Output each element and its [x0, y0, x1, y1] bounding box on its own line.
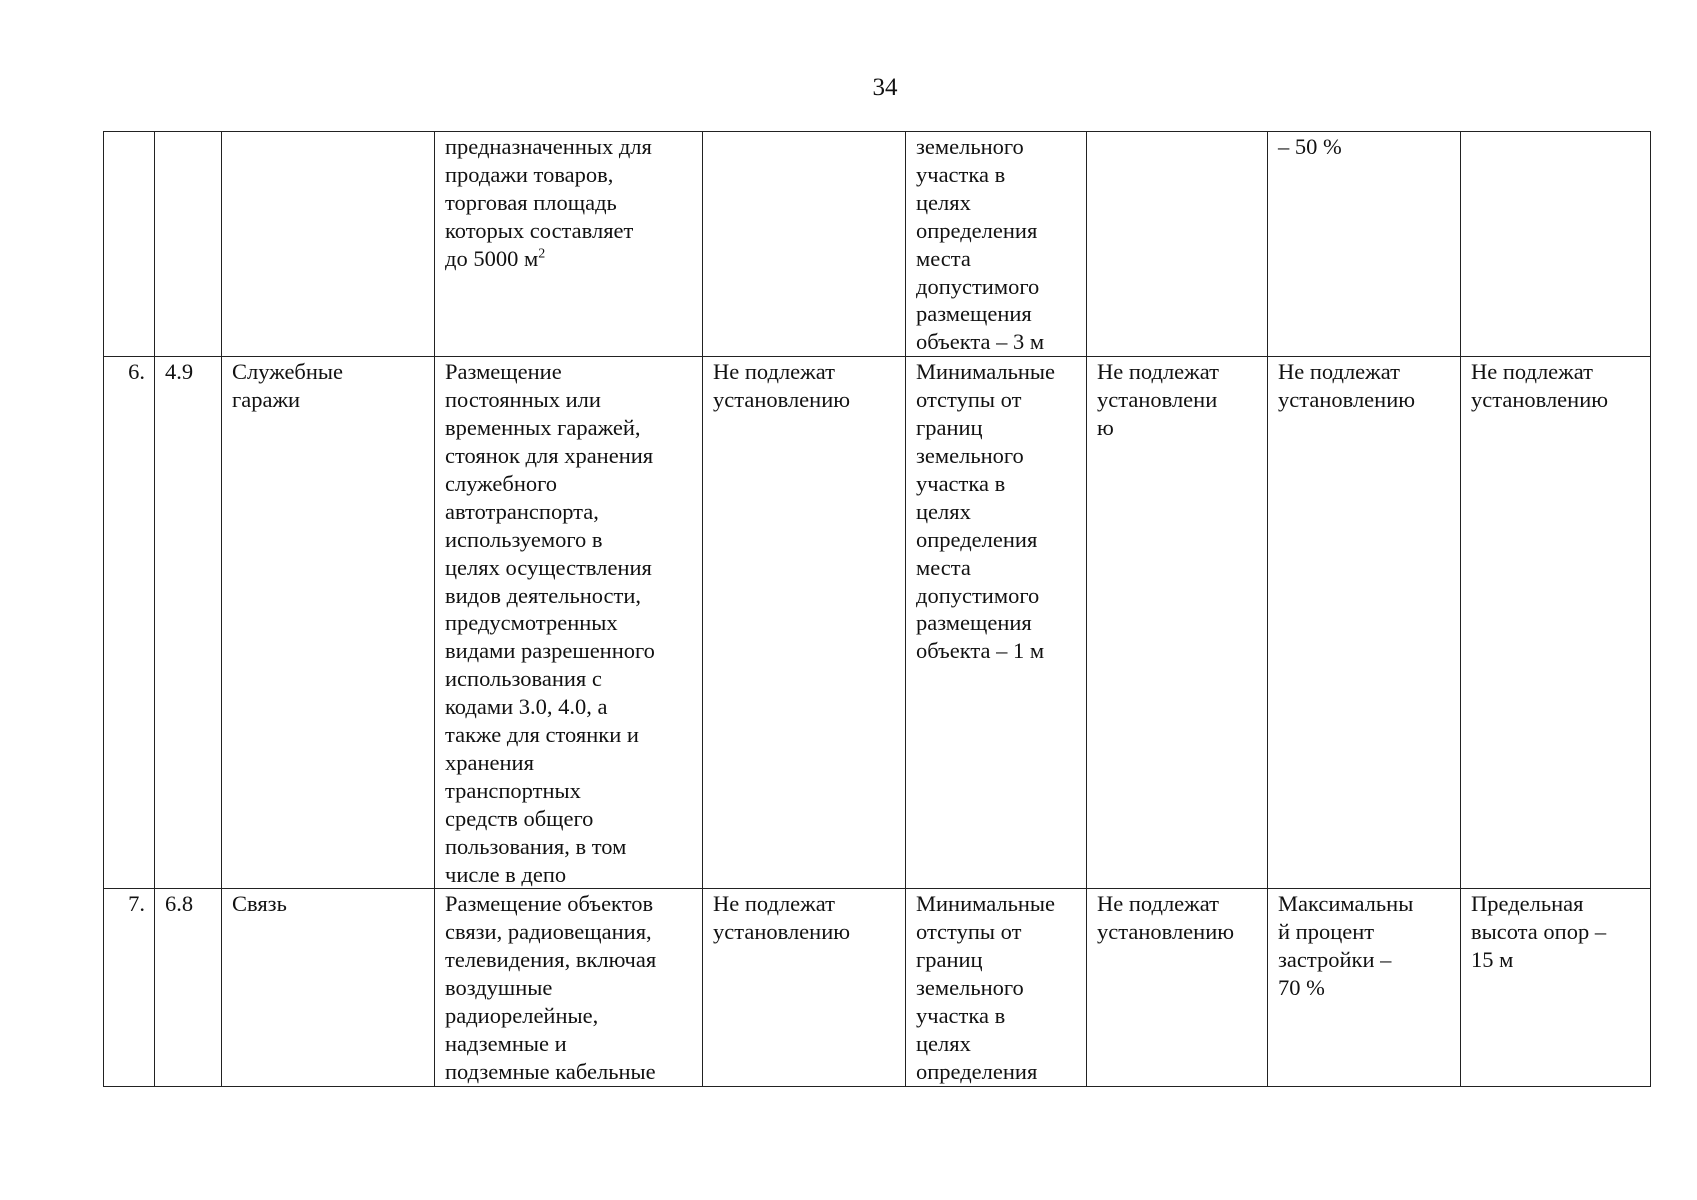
use-code-cell: 4.9: [155, 357, 222, 889]
parameter-cell: Не подлежат установлению: [703, 889, 906, 1087]
setback-cell: земельного участка в целях определения места допустимого размещения объекта – 3 м: [906, 132, 1087, 357]
height-cell: Предельная высота опор – 15 м: [1461, 889, 1651, 1087]
setback-cell: Минимальные отступы от границ земельного участка в целях определения места допустимого размещения объекта – 1 м: [906, 357, 1087, 889]
coverage-cell: Не подлежат установлению: [1268, 357, 1461, 889]
parameter-cell: Не подлежат установлению: [703, 357, 906, 889]
height-cell: Не подлежат установлению: [1461, 357, 1651, 889]
parameter-cell: [703, 132, 906, 357]
use-code-cell: [155, 132, 222, 357]
parameter-cell: Не подлежат установлени ю: [1087, 357, 1268, 889]
use-name-cell: Служебные гаражи: [222, 357, 435, 889]
use-description-cell: предназначенных для продажи товаров, торговая площадь которых составляет до 5000 $м^2$: [435, 132, 703, 357]
row-number-cell: 7.: [104, 889, 155, 1087]
height-cell: [1461, 132, 1651, 357]
setback-cell: Минимальные отступы от границ земельного участка в целях определения: [906, 889, 1087, 1087]
row-number-cell: [104, 132, 155, 357]
parameter-cell: Не подлежат установлению: [1087, 889, 1268, 1087]
superscript-text: 2: [538, 246, 546, 262]
use-name-cell: Связь: [222, 889, 435, 1087]
use-name-cell: [222, 132, 435, 357]
table-row: [104, 889, 1651, 1087]
use-description-cell: Размещение объектов связи, радиовещания, телевидения, включая воздушные радиорелейные, надземные и подземные кабельные: [435, 889, 703, 1087]
zoning-regulations-table: [103, 131, 1651, 1087]
parameter-cell: [1087, 132, 1268, 357]
row-number-cell: 6.: [104, 357, 155, 889]
use-code-cell: 6.8: [155, 889, 222, 1087]
coverage-cell: Максимальны й процент застройки – 70 %: [1268, 889, 1461, 1087]
use-description-cell: Размещение постоянных или временных гаражей, стоянок для хранения служебного автотранспорта, используемого в целях осуществления видов деятельности, предусмотренных видами разрешенного использования с кодами 3.0, 4.0, а также для стоянки и хранения транспортных средств общего пользования, в том числе в депо: [435, 357, 703, 889]
coverage-cell: – 50 %: [1268, 132, 1461, 357]
table-row: [104, 132, 1651, 357]
table-row: [104, 357, 1651, 889]
page-number: 34: [872, 74, 898, 101]
